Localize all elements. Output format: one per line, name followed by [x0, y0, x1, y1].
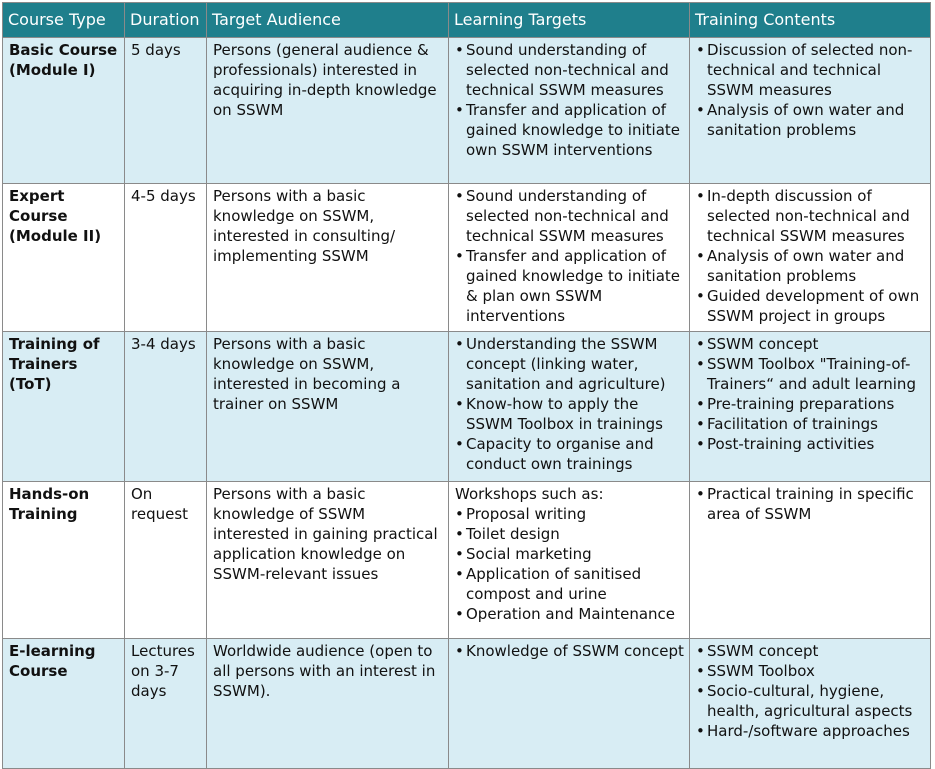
course-type-cell: Basic Course (Module I)	[3, 38, 125, 184]
list-item-text: SSWM Toolbox	[707, 662, 815, 680]
list-item-text: Transfer and application of gained knowledge to initiate own SSWM interventions	[466, 101, 680, 159]
list-item	[455, 246, 685, 326]
bullet-icon: •	[455, 545, 464, 563]
list-item-text: Understanding the SSWM concept (linking water, sanitation and agriculture)	[466, 335, 666, 393]
list-item-text: Hard-/software approaches	[707, 722, 910, 740]
list-item-text: Proposal writing	[466, 505, 587, 523]
course-type-cell: E-learning Course	[3, 639, 125, 769]
list-item	[455, 504, 685, 524]
bullet-icon: •	[696, 41, 705, 59]
list-item	[696, 186, 926, 246]
list-item-text: Operation and Maintenance	[466, 605, 676, 623]
duration-cell: 3-4 days	[125, 332, 207, 482]
course-type-cell: Hands-on Training	[3, 482, 125, 639]
learning-targets-cell-list	[455, 504, 685, 624]
bullet-icon: •	[455, 335, 464, 353]
training-contents-cell-list	[696, 40, 926, 140]
list-item	[696, 394, 926, 414]
header-course-type: Course Type	[3, 3, 125, 38]
bullet-icon: •	[696, 485, 705, 503]
header-row	[3, 3, 931, 38]
duration-cell: On request	[125, 482, 207, 639]
list-item-text: Practical training in specific area of SSWM	[707, 485, 914, 523]
header-target-audience: Target Audience	[207, 3, 449, 38]
bullet-icon: •	[696, 335, 705, 353]
list-item	[455, 564, 685, 604]
list-item	[455, 524, 685, 544]
list-item-text: Application of sanitised compost and urine	[466, 565, 642, 603]
course-table-container	[2, 2, 931, 769]
table-row	[3, 184, 931, 332]
learning-targets-cell-list	[455, 186, 685, 326]
bullet-icon: •	[455, 101, 464, 119]
list-item	[696, 434, 926, 454]
list-item	[696, 334, 926, 354]
course-type-cell: Expert Course (Module II)	[3, 184, 125, 332]
header-learning-targets: Learning Targets	[449, 3, 690, 38]
training-contents-cell	[690, 184, 931, 332]
list-item-text: Facilitation of trainings	[707, 415, 878, 433]
list-item-text: Sound understanding of selected non-technical and technical SSWM measures	[466, 41, 669, 99]
course-type-cell: Training of Trainers (ToT)	[3, 332, 125, 482]
bullet-icon: •	[696, 287, 705, 305]
list-item	[455, 604, 685, 624]
training-contents-cell-list	[696, 484, 926, 524]
learning-targets-cell-list	[455, 40, 685, 160]
learning-targets-cell	[449, 639, 690, 769]
bullet-icon: •	[455, 187, 464, 205]
list-item	[455, 40, 685, 100]
training-contents-cell-list	[696, 641, 926, 741]
learning-targets-cell	[449, 184, 690, 332]
bullet-icon: •	[696, 355, 705, 373]
list-item	[696, 681, 926, 721]
learning-targets-cell	[449, 332, 690, 482]
table-row	[3, 639, 931, 769]
list-item-text: Know-how to apply the SSWM Toolbox in trainings	[466, 395, 663, 433]
target-audience-cell: Persons with a basic knowledge on SSWM, interested in consulting/ implementing SSWM	[207, 184, 449, 332]
bullet-icon: •	[455, 605, 464, 623]
bullet-icon: •	[696, 682, 705, 700]
training-contents-cell	[690, 38, 931, 184]
learning-targets-cell-list	[455, 334, 685, 474]
bullet-icon: •	[696, 415, 705, 433]
training-contents-cell-list	[696, 334, 926, 454]
table-row	[3, 332, 931, 482]
list-item-text: Analysis of own water and sanitation problems	[707, 101, 905, 139]
list-item-text: Analysis of own water and sanitation problems	[707, 247, 905, 285]
list-item-text: Toilet design	[466, 525, 560, 543]
bullet-icon: •	[455, 435, 464, 453]
list-item	[455, 100, 685, 160]
list-item	[696, 354, 926, 394]
bullet-icon: •	[696, 662, 705, 680]
list-item	[455, 186, 685, 246]
training-contents-cell	[690, 332, 931, 482]
list-item	[696, 414, 926, 434]
list-item	[696, 40, 926, 100]
list-item	[696, 484, 926, 524]
bullet-icon: •	[455, 395, 464, 413]
list-item	[696, 641, 926, 661]
bullet-icon: •	[455, 505, 464, 523]
list-item-text: SSWM Toolbox "Training-of-Trainers“ and adult learning	[707, 355, 916, 393]
list-item-text: Sound understanding of selected non-technical and technical SSWM measures	[466, 187, 669, 245]
training-contents-cell-list	[696, 186, 926, 326]
list-item-text: Guided development of own SSWM project in groups	[707, 287, 920, 325]
target-audience-cell: Persons with a basic knowledge on SSWM, interested in becoming a trainer on SSWM	[207, 332, 449, 482]
bullet-icon: •	[696, 435, 705, 453]
table-row	[3, 482, 931, 639]
target-audience-cell: Persons with a basic knowledge of SSWM interested in gaining practical application knowledge on SSWM-relevant issues	[207, 482, 449, 639]
duration-cell: 4-5 days	[125, 184, 207, 332]
course-table	[2, 2, 931, 769]
table-row	[3, 38, 931, 184]
table-body	[3, 38, 931, 769]
list-item	[696, 721, 926, 741]
learning-targets-cell-list	[455, 641, 685, 661]
list-item	[696, 100, 926, 140]
list-item	[455, 434, 685, 474]
list-item	[455, 394, 685, 434]
list-item-text: SSWM concept	[707, 335, 819, 353]
list-item-text: Capacity to organise and conduct own trainings	[466, 435, 654, 473]
list-item	[455, 544, 685, 564]
bullet-icon: •	[455, 41, 464, 59]
list-item	[455, 334, 685, 394]
list-item-text: Discussion of selected non-technical and technical SSWM measures	[707, 41, 913, 99]
bullet-icon: •	[455, 525, 464, 543]
list-item	[455, 641, 685, 661]
duration-cell: 5 days	[125, 38, 207, 184]
header-duration: Duration	[125, 3, 207, 38]
learning-targets-cell	[449, 38, 690, 184]
bullet-icon: •	[696, 395, 705, 413]
bullet-icon: •	[696, 247, 705, 265]
list-item	[696, 246, 926, 286]
bullet-icon: •	[696, 101, 705, 119]
list-item-text: Post-training activities	[707, 435, 875, 453]
header-training-contents: Training Contents	[690, 3, 931, 38]
list-item-text: Transfer and application of gained knowledge to initiate & plan own SSWM interventions	[466, 247, 680, 325]
bullet-icon: •	[696, 722, 705, 740]
target-audience-cell: Worldwide audience (open to all persons with an interest in SSWM).	[207, 639, 449, 769]
list-item-text: Socio-cultural, hygiene, health, agricultural aspects	[707, 682, 913, 720]
list-item-text: Social marketing	[466, 545, 592, 563]
training-contents-cell	[690, 639, 931, 769]
workshops-intro: Workshops such as:	[455, 485, 604, 503]
list-item	[696, 286, 926, 326]
bullet-icon: •	[455, 642, 464, 660]
bullet-icon: •	[455, 565, 464, 583]
list-item-text: SSWM concept	[707, 642, 819, 660]
list-item-text: Knowledge of SSWM concept	[466, 642, 684, 660]
bullet-icon: •	[455, 247, 464, 265]
target-audience-cell: Persons (general audience & professionals) interested in acquiring in-depth knowledge on SSWM	[207, 38, 449, 184]
duration-cell: Lectures on 3-7 days	[125, 639, 207, 769]
list-item	[696, 661, 926, 681]
learning-targets-cell	[449, 482, 690, 639]
list-item-text: Pre-training preparations	[707, 395, 895, 413]
training-contents-cell	[690, 482, 931, 639]
bullet-icon: •	[696, 642, 705, 660]
list-item-text: In-depth discussion of selected non-technical and technical SSWM measures	[707, 187, 910, 245]
bullet-icon: •	[696, 187, 705, 205]
